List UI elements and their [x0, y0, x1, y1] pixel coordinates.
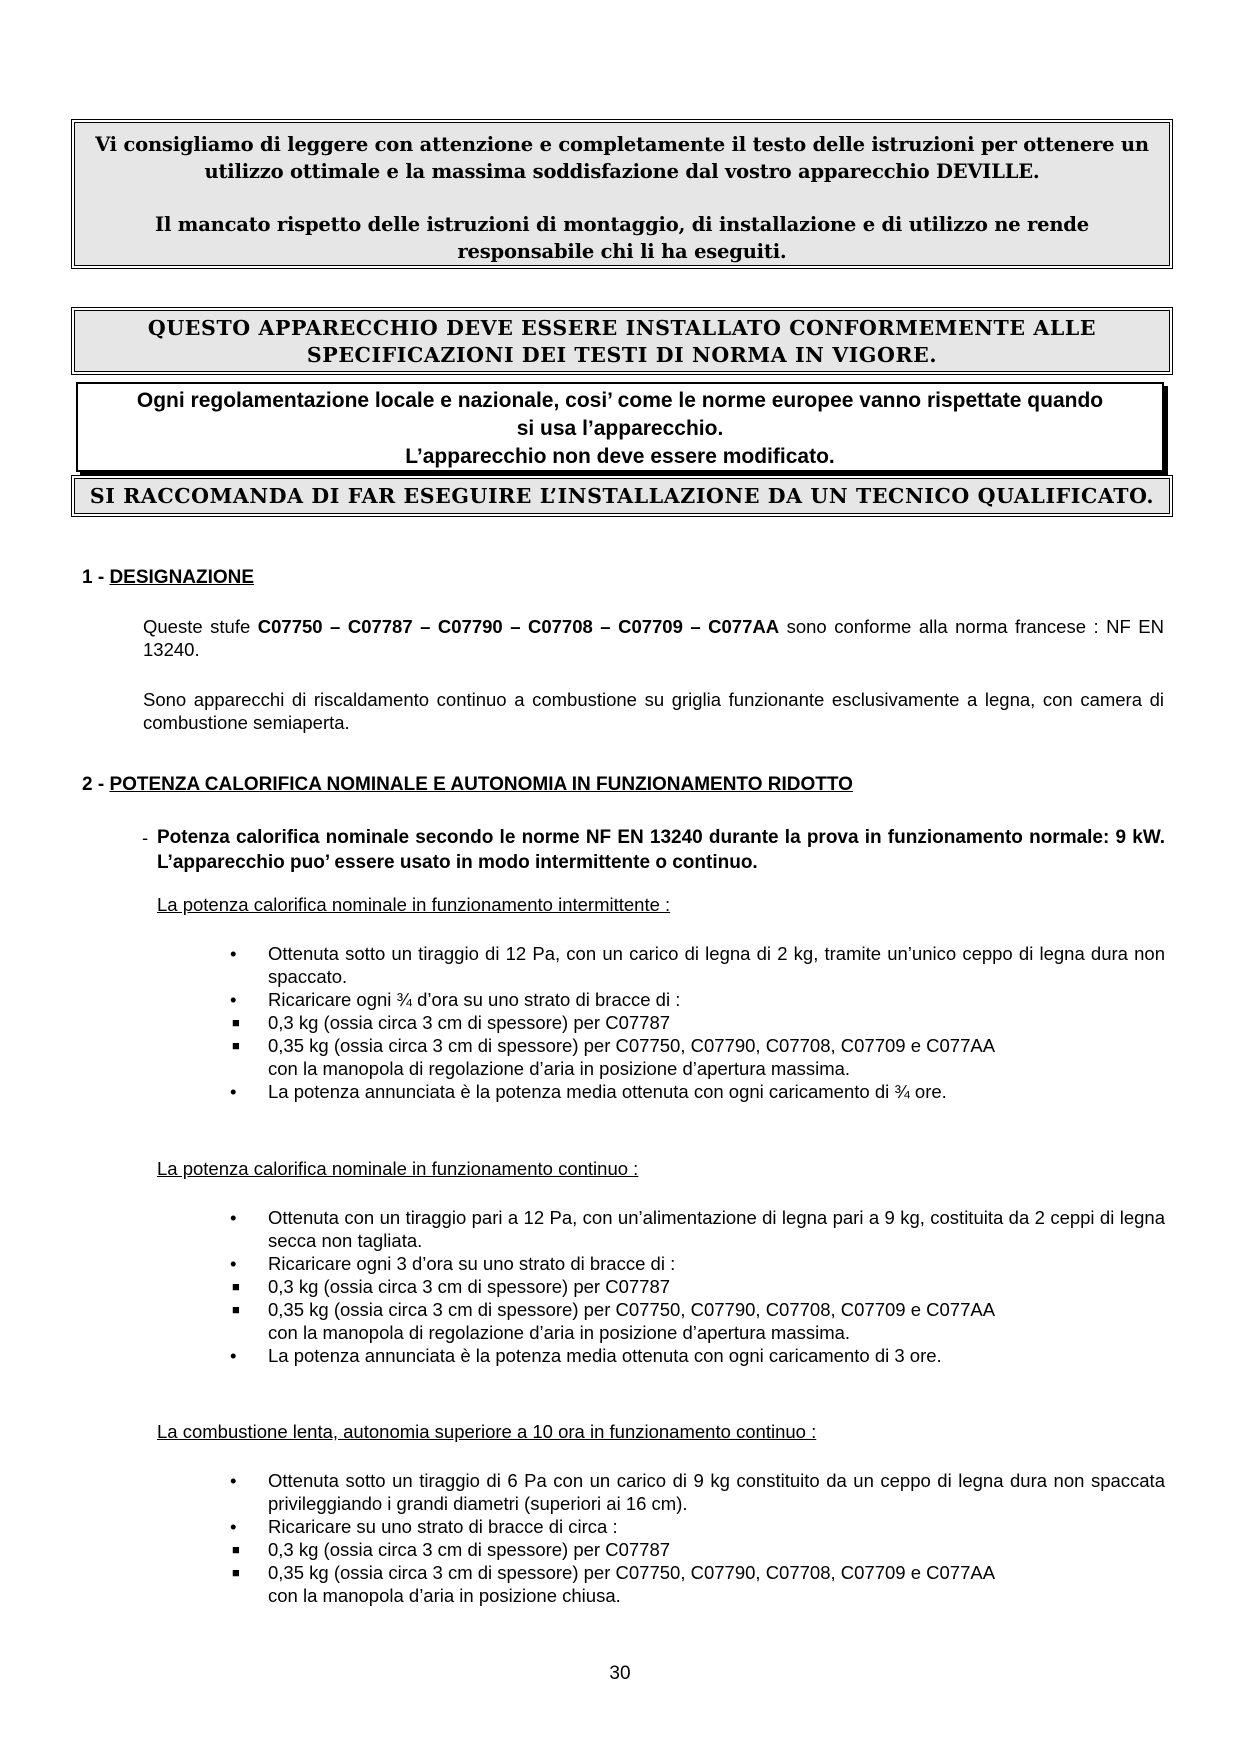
continuous-sub1: 0,3 kg (ossia circa 3 cm di spessore) per C07787	[268, 1276, 671, 1297]
slow-sub2: 0,35 kg (ossia circa 3 cm di spessore) per C07750, C07790, C07708, C07709 e C077AA	[268, 1562, 996, 1583]
regulations-line2: si usa l’apparecchio.	[516, 417, 724, 440]
slow-after: con la manopola d’aria in posizione chiusa.	[268, 1585, 621, 1606]
regulations-line3: L’apparecchio non deve essere modificato.	[405, 445, 835, 468]
square-bullet-icon: ■	[232, 1279, 240, 1294]
section1-paragraph2: Sono apparecchi di riscaldamento continuo a combustione su griglia funzionante esclusivamente a legna, con camera di combustione semiaperta.	[143, 689, 1164, 733]
square-bullet-icon: ■	[232, 1038, 240, 1053]
list-item	[232, 1561, 1165, 1584]
slow-sub1: 0,3 kg (ossia circa 3 cm di spessore) per C07787	[268, 1539, 671, 1560]
section2-title: POTENZA CALORIFICA NOMINALE E AUTONOMIA IN FUNZIONAMENTO RIDOTTO	[109, 774, 853, 795]
advice-notice-box	[74, 122, 1170, 266]
slow-bullet2: Ricaricare su uno strato di bracce di circa :	[268, 1516, 618, 1537]
slow-combustion-heading: La combustione lenta, autonomia superiore a 10 ora in funzionamento continuo :	[157, 1421, 817, 1442]
bullet-icon: •	[230, 943, 237, 964]
section1-heading	[82, 566, 254, 589]
list-item	[230, 988, 1165, 1011]
bullet-icon: •	[230, 1516, 237, 1537]
intermittent-sub1: 0,3 kg (ossia circa 3 cm di spessore) per C07787	[268, 1012, 671, 1033]
list-item	[230, 1080, 1165, 1103]
continuous-bullet1: Ottenuta con un tiraggio pari a 12 Pa, con un’alimentazione di legna pari a 9 kg, costituita da 2 ceppi di legna secca non tagliata.	[268, 1207, 1165, 1251]
section1-model-list: C07750 – C07787 – C07790 – C07708 – C07709 – C077AA	[257, 616, 780, 637]
section2-dash: -	[142, 827, 149, 848]
continuous-sub2: 0,35 kg (ossia circa 3 cm di spessore) per C07750, C07790, C07708, C07709 e C077AA	[268, 1299, 996, 1320]
list-item	[230, 1344, 1165, 1367]
continuous-heading: La potenza calorifica nominale in funzionamento continuo :	[157, 1158, 639, 1179]
list-item	[230, 1206, 1165, 1252]
section1-p1-post: sono conforme alla norma francese : NF EN 13240.	[143, 616, 1164, 660]
continuous-list	[230, 1206, 1165, 1367]
installation-warning-box	[74, 310, 1170, 372]
intermittent-heading: La potenza calorifica nominale in funzionamento intermittente :	[157, 894, 671, 915]
list-item	[230, 1515, 1165, 1538]
intermittent-bullet1: Ottenuta sotto un tiraggio di 12 Pa, con un carico di legna di 2 kg, tramite un’unico ceppo di legna dura non spaccato.	[268, 943, 1165, 987]
list-item	[232, 1034, 1165, 1057]
technician-warning-text: SI RACCOMANDA DI FAR ESEGUIRE L’INSTALLAZIONE DA UN TECNICO QUALIFICATO.	[89, 484, 1155, 508]
section2-heading	[82, 773, 853, 796]
intermittent-sub2: 0,35 kg (ossia circa 3 cm di spessore) per C07750, C07790, C07708, C07709 e C077AA	[268, 1035, 996, 1056]
section1-p1-pre: Queste stufe	[143, 616, 258, 637]
section2-number: 2 -	[82, 774, 110, 795]
list-item	[230, 1469, 1165, 1515]
bullet-icon: •	[230, 1345, 237, 1366]
list-item	[268, 1057, 1165, 1080]
section1-paragraph1	[143, 615, 1164, 661]
bullet-icon: •	[230, 1081, 237, 1102]
square-bullet-icon: ■	[232, 1565, 240, 1580]
slow-combustion-list	[230, 1469, 1165, 1607]
list-item	[268, 1321, 1165, 1344]
page-number: 30	[609, 1663, 631, 1684]
regulations-box	[76, 382, 1164, 472]
square-bullet-icon: ■	[232, 1542, 240, 1557]
continuous-after: con la manopola di regolazione d’aria in posizione d’apertura massima.	[268, 1322, 851, 1343]
square-bullet-icon: ■	[232, 1015, 240, 1030]
bullet-icon: •	[230, 989, 237, 1010]
advice-paragraph: Vi consigliamo di leggere con attenzione e completamente il testo delle istruzioni per ottenere un utilizzo ottimale e la massima soddisfazione dal vostro apparecchio DEVILLE.	[95, 133, 1149, 183]
continuous-bullet2: Ricaricare ogni 3 d’ora su uno strato di bracce di :	[268, 1253, 676, 1274]
list-item	[268, 1584, 1165, 1607]
continuous-bullet3: La potenza annunciata è la potenza media ottenuta con ogni caricamento di 3 ore.	[268, 1345, 942, 1366]
responsibility-paragraph: Il mancato rispetto delle istruzioni di montaggio, di installazione e di utilizzo ne rende responsabile chi li ha eseguiti.	[155, 213, 1089, 263]
regulations-line1: Ogni regolamentazione locale e nazionale, cosi’ come le norme europee vanno rispettate quando	[136, 389, 1104, 412]
bullet-icon: •	[230, 1470, 237, 1491]
intermittent-bullet2: Ricaricare ogni ¾ d’ora su uno strato di bracce di :	[268, 989, 681, 1010]
square-bullet-icon: ■	[232, 1302, 240, 1317]
technician-warning-box	[74, 478, 1170, 514]
list-item	[232, 1275, 1165, 1298]
section1-title: DESIGNAZIONE	[109, 567, 255, 588]
installation-warning-line2: SPECIFICAZIONI DEI TESTI DI NORMA IN VIGORE.	[306, 343, 938, 367]
list-item	[230, 1252, 1165, 1275]
section2-intro: Potenza calorifica nominale secondo le norme NF EN 13240 durante la prova in funzionamento normale: 9 kW. L’apparecchio puo’ essere usato in modo intermittente o continuo.	[157, 827, 1165, 873]
intermittent-after: con la manopola di regolazione d’aria in posizione d’apertura massima.	[268, 1058, 851, 1079]
list-item	[230, 942, 1165, 988]
bullet-icon: •	[230, 1207, 237, 1228]
bullet-icon: •	[230, 1253, 237, 1274]
list-item	[232, 1011, 1165, 1034]
section1-number: 1 -	[82, 567, 110, 588]
installation-warning-line1: QUESTO APPARECCHIO DEVE ESSERE INSTALLATO CONFORMEMENTE ALLE	[147, 316, 1097, 340]
intermittent-bullet3: La potenza annunciata è la potenza media ottenuta con ogni caricamento di ¾ ore.	[268, 1081, 947, 1102]
slow-bullet1: Ottenuta sotto un tiraggio di 6 Pa con un carico di 9 kg constituito da un ceppo di legna dura non spaccata privileggiando i grandi diametri (superiori ai 16 cm).	[268, 1470, 1165, 1514]
list-item	[232, 1538, 1165, 1561]
intermittent-list	[230, 942, 1165, 1103]
list-item	[232, 1298, 1165, 1321]
